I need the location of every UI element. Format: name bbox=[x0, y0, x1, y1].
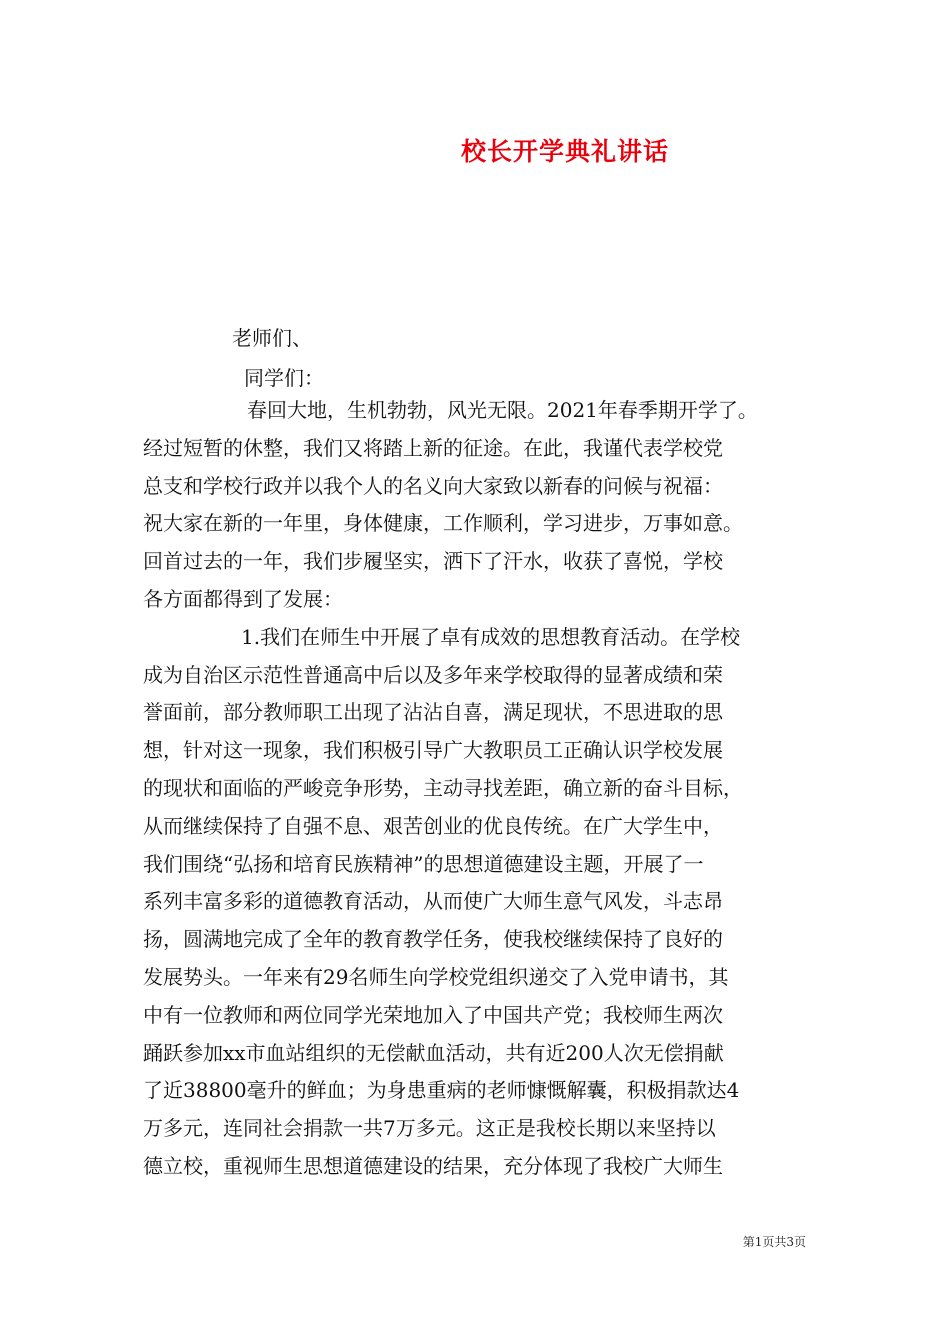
salutation-teachers: 老师们、 bbox=[232, 326, 312, 350]
paragraph-line: 经过短暂的休整，我们又将踏上新的征途。在此，我谨代表学校党 bbox=[143, 435, 723, 460]
speech-body bbox=[143, 392, 829, 1186]
paragraph-line: 踊跃参加xx市血站组织的无偿献血活动，共有近200人次无偿捐献 bbox=[143, 1040, 724, 1065]
paragraph-line: 誉面前，部分教师职工出现了沾沾自喜，满足现状，不思进取的思 bbox=[143, 700, 723, 725]
page-title: 校长开学典礼讲话 bbox=[460, 137, 669, 166]
paragraph-line: 德立校，重视师生思想道德建设的结果，充分体现了我校广大师生 bbox=[143, 1153, 723, 1178]
paragraph-line: 回首过去的一年，我们步履坚实，洒下了汗水，收获了喜悦，学校 bbox=[143, 549, 723, 574]
paragraph-line: 系列丰富多彩的道德教育活动，从而使广大师生意气风发，斗志昂 bbox=[143, 889, 723, 914]
page-footer: 第1页共3页 bbox=[742, 1235, 806, 1249]
paragraph-line: 万多元，连同社会捐款一共7万多元。这正是我校长期以来坚持以 bbox=[143, 1116, 716, 1141]
paragraph-line: 中有一位教师和两位同学光荣地加入了中国共产党；我校师生两次 bbox=[143, 1002, 723, 1027]
paragraph-line: 发展势头。一年来有29名师生向学校党组织递交了入党申请书，其 bbox=[143, 964, 729, 989]
paragraph-line: 各方面都得到了发展： bbox=[143, 586, 343, 611]
paragraph-line: 的现状和面临的严峻竞争形势，主动寻找差距，确立新的奋斗目标， bbox=[143, 775, 743, 800]
paragraph-line: 扬，圆满地完成了全年的教育教学任务，使我校继续保持了良好的 bbox=[143, 927, 723, 952]
paragraph-line: 成为自治区示范性普通高中后以及多年来学校取得的显著成绩和荣 bbox=[143, 662, 723, 687]
paragraph-line: 想，针对这一现象，我们积极引导广大教职员工正确认识学校发展 bbox=[143, 738, 723, 763]
paragraph-line: 祝大家在新的一年里，身体健康，工作顺利，学习进步，万事如意。 bbox=[143, 511, 743, 536]
paragraph-line: 我们围绕“弘扬和培育民族精神”的思想道德建设主题，开展了一 bbox=[143, 851, 704, 876]
salutation-students: 同学们： bbox=[244, 366, 324, 390]
paragraph-line: 总支和学校行政并以我个人的名义向大家致以新春的问候与祝福： bbox=[143, 473, 723, 498]
paragraph-line: 1.我们在师生中开展了卓有成效的思想教育活动。在学校 bbox=[241, 624, 741, 649]
paragraph-line: 了近38800毫升的鲜血；为身患重病的老师慷慨解囊，积极捐款达4 bbox=[143, 1078, 740, 1103]
paragraph-line: 从而继续保持了自强不息、艰苦创业的优良传统。在广大学生中， bbox=[143, 813, 723, 838]
paragraph-line: 春回大地，生机勃勃，风光无限。2021年春季期开学了。 bbox=[247, 398, 758, 422]
